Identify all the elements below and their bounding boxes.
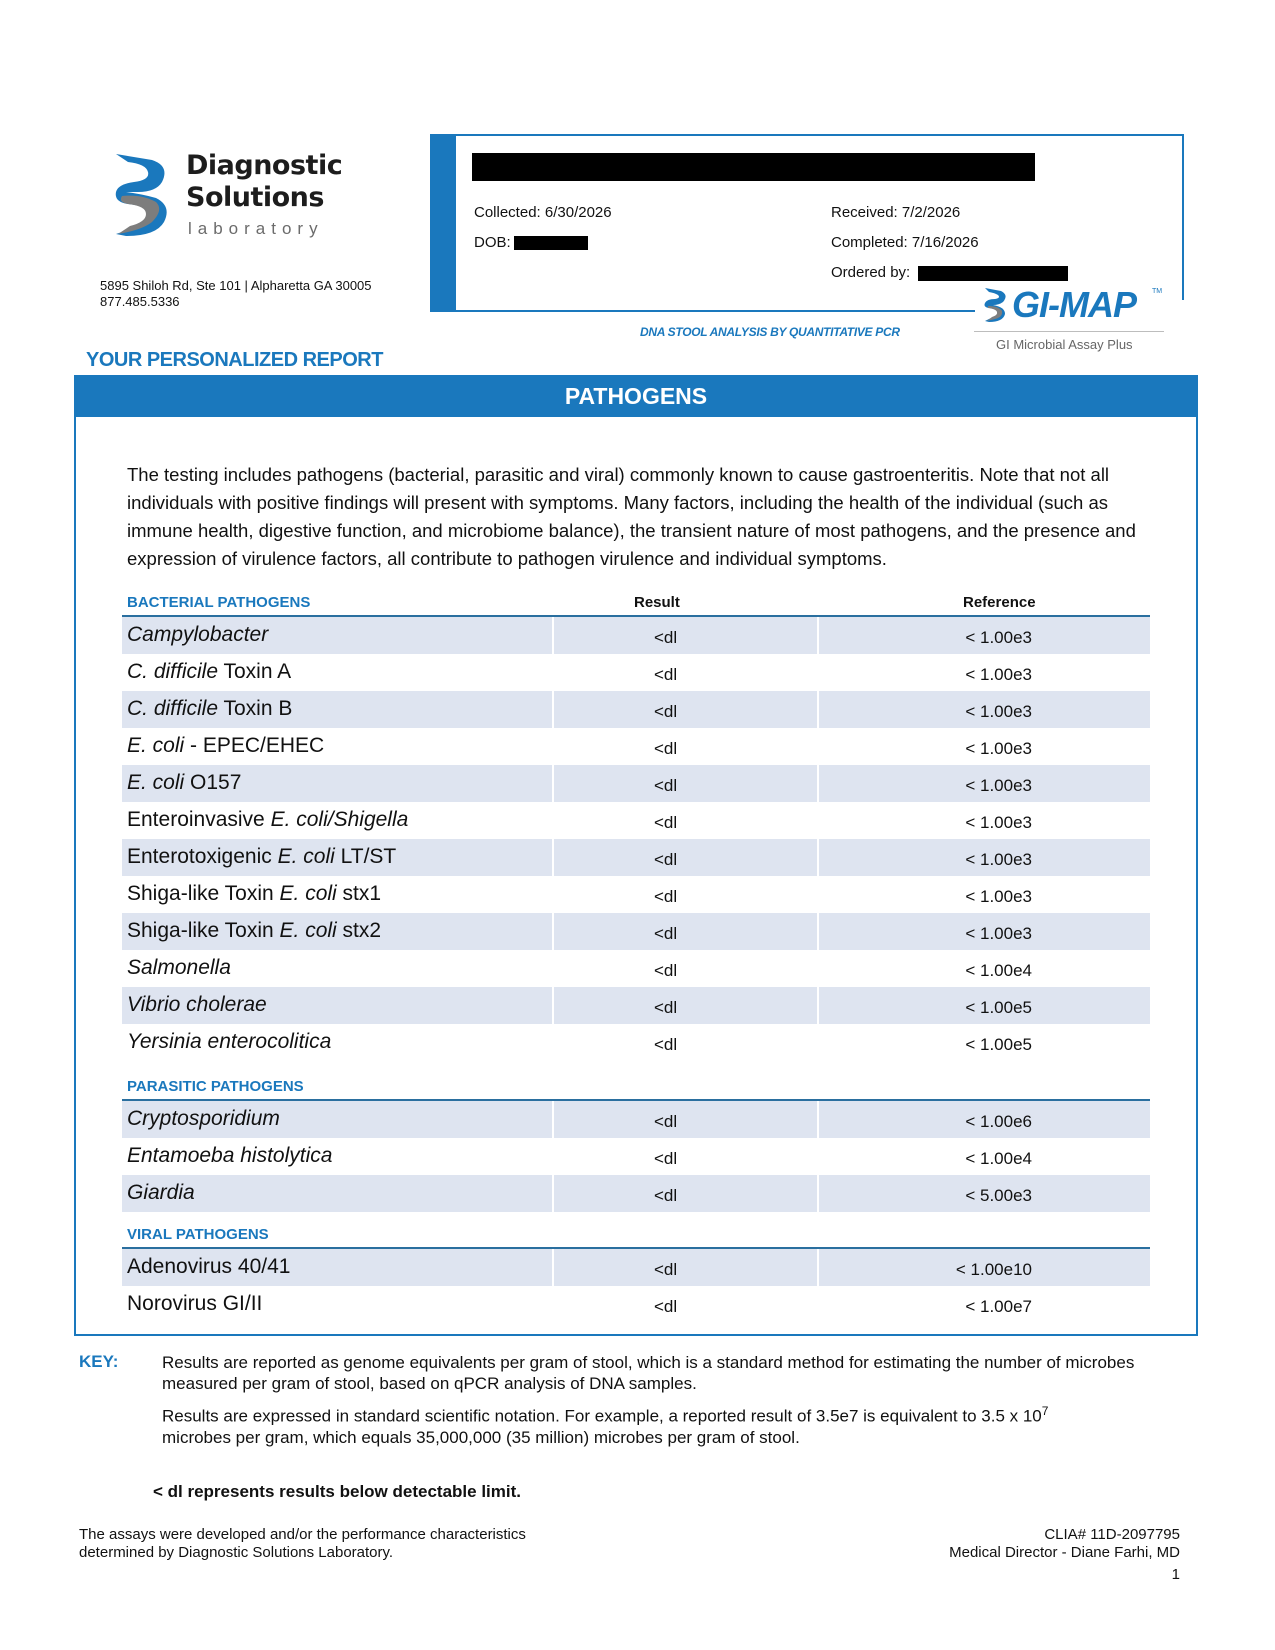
table-row <box>122 654 1150 691</box>
table-row <box>122 1175 1150 1212</box>
column-separator <box>817 839 819 876</box>
parasitic-table <box>122 1073 1150 1212</box>
column-separator <box>552 987 554 1024</box>
table-row <box>122 617 1150 654</box>
column-separator <box>817 1101 819 1138</box>
column-separator <box>817 1286 819 1323</box>
column-separator <box>552 1175 554 1212</box>
column-separator <box>552 691 554 728</box>
pathogen-name <box>127 808 408 832</box>
column-separator <box>817 691 819 728</box>
table-row <box>122 987 1150 1024</box>
pathogen-name <box>127 1181 195 1205</box>
pathogen-name-part: E. coli <box>279 919 337 942</box>
table-row <box>122 1024 1150 1061</box>
pathogen-name <box>127 1255 290 1279</box>
pathogen-name-part: Cryptosporidium <box>127 1107 280 1130</box>
column-separator <box>817 987 819 1024</box>
result-value: <dl <box>654 702 678 721</box>
column-separator <box>817 617 819 654</box>
pathogen-name <box>127 660 291 684</box>
column-separator <box>817 654 819 691</box>
pathogen-name <box>127 734 324 758</box>
footer-right-line1: CLIA# 11D-2097795 <box>1044 1526 1180 1543</box>
column-separator <box>552 1024 554 1061</box>
pathogen-name-part: Norovirus GI/II <box>127 1292 263 1315</box>
patient-box-accent-bar <box>430 134 456 312</box>
result-value: <dl <box>654 739 678 758</box>
column-separator <box>817 1024 819 1061</box>
pathogen-name-part: E. coli <box>277 845 335 868</box>
reference-column-header: Reference <box>963 594 1036 611</box>
pathogen-name <box>127 771 241 795</box>
result-value: <dl <box>654 1149 678 1168</box>
key-paragraph-2 <box>162 1401 1162 1448</box>
collected-date: Collected: 6/30/2026 <box>474 204 612 221</box>
table-row <box>122 1286 1150 1323</box>
pathogen-name <box>127 623 268 647</box>
pathogen-name-part: LT/ST <box>334 845 397 868</box>
table-row <box>122 691 1150 728</box>
reference-value: < 1.00e3 <box>965 628 1032 647</box>
pathogen-name <box>127 993 267 1017</box>
gimap-logo-icon <box>983 287 1009 323</box>
dl-note: < dl represents results below detectable limit. <box>153 1482 521 1501</box>
pathogen-name-part: Yersinia enterocolitica <box>127 1030 332 1053</box>
reference-value: < 1.00e3 <box>965 739 1032 758</box>
viral-table <box>122 1221 1150 1323</box>
received-date: Received: 7/2/2026 <box>831 204 961 221</box>
key-exponent: 7 <box>1041 1404 1049 1418</box>
column-separator <box>552 950 554 987</box>
reference-value: < 1.00e4 <box>965 961 1032 980</box>
reference-value: < 1.00e3 <box>965 702 1032 721</box>
result-value: <dl <box>654 1112 678 1131</box>
gimap-divider <box>974 331 1164 332</box>
pathogen-name <box>127 956 231 980</box>
gimap-trademark: TM <box>1152 288 1163 295</box>
ordered-by-label: Ordered by: <box>831 264 911 281</box>
bacterial-title: BACTERIAL PATHOGENS <box>127 594 311 611</box>
footer-clia <box>949 1526 1180 1562</box>
result-value: <dl <box>654 1260 678 1279</box>
column-separator <box>552 1286 554 1323</box>
page-number: 1 <box>1171 1566 1180 1583</box>
pathogen-name-part: Shiga-like Toxin <box>127 919 280 942</box>
pathogen-name-part: Enterotoxigenic <box>127 845 278 868</box>
pathogen-name-part: E. coli <box>127 734 185 757</box>
result-column-header: Result <box>634 594 680 611</box>
column-separator <box>552 913 554 950</box>
result-value: <dl <box>654 887 678 906</box>
column-separator <box>817 1249 819 1286</box>
viral-rows <box>122 1249 1150 1323</box>
column-separator <box>552 1249 554 1286</box>
reference-value: < 1.00e3 <box>965 850 1032 869</box>
pathogen-name <box>127 882 381 906</box>
result-value: <dl <box>654 665 678 684</box>
column-separator <box>817 1175 819 1212</box>
pathogen-name <box>127 845 396 869</box>
viral-header <box>122 1221 1150 1249</box>
result-value: <dl <box>654 628 678 647</box>
address-line1: 5895 Shiloh Rd, Ste 101 | Alpharetta GA 30005 <box>100 278 372 293</box>
reference-value: < 5.00e3 <box>965 1186 1032 1205</box>
table-row <box>122 913 1150 950</box>
reference-value: < 1.00e3 <box>965 887 1032 906</box>
column-separator <box>552 728 554 765</box>
table-row <box>122 1101 1150 1138</box>
report-title: YOUR PERSONALIZED REPORT <box>86 349 383 371</box>
key-paragraph-2a: Results are expressed in standard scientific notation. For example, a reported result of 3.5e7 is equivalent to 3.5 x 10 <box>162 1406 1042 1426</box>
column-separator <box>817 765 819 802</box>
reference-value: < 1.00e3 <box>965 776 1032 795</box>
result-value: <dl <box>654 998 678 1017</box>
bacterial-header <box>122 589 1150 617</box>
parasitic-title: PARASITIC PATHOGENS <box>127 1078 304 1095</box>
pathogen-name-part: Giardia <box>127 1181 195 1204</box>
pathogen-name-part: Vibrio cholerae <box>127 993 267 1016</box>
column-separator <box>552 617 554 654</box>
gimap-subtitle: GI Microbial Assay Plus <box>996 337 1133 352</box>
lab-name-line1: Diagnostic <box>186 150 343 181</box>
pathogen-name-part: Enteroinvasive <box>127 808 271 831</box>
viral-title: VIRAL PATHOGENS <box>127 1226 269 1243</box>
column-separator <box>552 1101 554 1138</box>
pathogen-name <box>127 697 292 721</box>
pathogen-name-part: E. coli <box>279 882 337 905</box>
reference-value: < 1.00e5 <box>965 998 1032 1017</box>
footer-left-line1: The assays were developed and/or the performance characteristics <box>79 1526 526 1543</box>
column-separator <box>552 654 554 691</box>
column-separator <box>817 913 819 950</box>
reference-value: < 1.00e3 <box>965 924 1032 943</box>
method-subtitle: DNA STOOL ANALYSIS BY QUANTITATIVE PCR <box>640 325 900 339</box>
lab-name <box>186 150 342 214</box>
parasitic-rows <box>122 1101 1150 1212</box>
reference-value: < 1.00e3 <box>965 813 1032 832</box>
pathogen-name-part: stx1 <box>336 882 382 905</box>
key-paragraph-2b: microbes per gram, which equals 35,000,000 (35 million) microbes per gram of stool. <box>162 1427 800 1447</box>
column-separator <box>817 1138 819 1175</box>
pathogen-name-part: Adenovirus 40/41 <box>127 1255 291 1278</box>
lab-address <box>100 278 372 310</box>
result-value: <dl <box>654 1035 678 1054</box>
column-separator <box>552 839 554 876</box>
diagnostic-solutions-logo-icon <box>112 152 174 238</box>
lab-subtitle: laboratory <box>188 219 324 238</box>
pathogen-name-part: E. coli <box>127 771 185 794</box>
table-row <box>122 876 1150 913</box>
result-value: <dl <box>654 1186 678 1205</box>
table-row <box>122 728 1150 765</box>
column-separator <box>817 950 819 987</box>
key-label: KEY: <box>79 1352 119 1371</box>
column-separator <box>552 765 554 802</box>
pathogen-name-part: Campylobacter <box>127 623 269 646</box>
completed-date: Completed: 7/16/2026 <box>831 234 979 251</box>
dob-redacted <box>514 236 588 250</box>
pathogen-name-part: Entamoeba histolytica <box>127 1144 333 1167</box>
reference-value: < 1.00e7 <box>965 1297 1032 1316</box>
reference-value: < 1.00e3 <box>965 665 1032 684</box>
table-row <box>122 1249 1150 1286</box>
dob-label: DOB: <box>474 234 511 251</box>
pathogen-name-part: C. difficile <box>127 697 219 720</box>
parasitic-header <box>122 1073 1150 1101</box>
lab-name-line2: Solutions <box>186 182 324 213</box>
footer-left-line2: determined by Diagnostic Solutions Laboratory. <box>79 1544 394 1561</box>
pathogen-name-part: - EPEC/EHEC <box>184 734 325 757</box>
footer-disclaimer <box>79 1526 526 1562</box>
intro-paragraph: The testing includes pathogens (bacterial, parasitic and viral) commonly known to cause gastroenteritis. Note that not all individuals with positive findings will present with symptoms. Many factors, including the health of the individual (such as immune health, digestive function, and microbiome balance), the transient nature of most pathogens, and the presence and expression of virulence factors, all contribute to pathogen virulence and individual symptoms. <box>127 464 1136 569</box>
column-separator <box>817 802 819 839</box>
section-title: PATHOGENS <box>74 375 1198 417</box>
pathogen-name <box>127 1144 332 1168</box>
reference-value: < 1.00e4 <box>965 1149 1032 1168</box>
pathogen-name-part: O157 <box>184 771 242 794</box>
reference-value: < 1.00e6 <box>965 1112 1032 1131</box>
result-value: <dl <box>654 924 678 943</box>
reference-value: < 1.00e10 <box>955 1260 1032 1279</box>
pathogen-name-part: stx2 <box>336 919 382 942</box>
table-row <box>122 802 1150 839</box>
result-value: <dl <box>654 850 678 869</box>
column-separator <box>817 876 819 913</box>
pathogen-name-part: C. difficile <box>127 660 219 683</box>
patient-name-redacted <box>472 153 1035 181</box>
result-value: <dl <box>654 1297 678 1316</box>
column-separator <box>552 1138 554 1175</box>
pathogen-name <box>127 1292 262 1316</box>
key-paragraph-1: Results are reported as genome equivalents per gram of stool, which is a standard method for estimating the number of microbes measured per gram of stool, based on qPCR analysis of DNA samples. <box>162 1353 1135 1393</box>
pathogen-name <box>127 1107 280 1131</box>
footer-right-line2: Medical Director - Diane Farhi, MD <box>949 1544 1180 1561</box>
pathogen-name <box>127 1030 331 1054</box>
table-row <box>122 1138 1150 1175</box>
pathogen-name-part: Toxin B <box>218 697 293 720</box>
gimap-name: GI-MAP <box>1012 284 1136 325</box>
pathogen-name-part: Shiga-like Toxin <box>127 882 280 905</box>
pathogen-name-part: Salmonella <box>127 956 231 979</box>
address-line2: 877.485.5336 <box>100 294 180 309</box>
column-separator <box>552 876 554 913</box>
result-value: <dl <box>654 776 678 795</box>
pathogen-name <box>127 919 381 943</box>
column-separator <box>817 728 819 765</box>
ordered-by-redacted <box>918 266 1068 281</box>
bacterial-rows <box>122 617 1150 1061</box>
table-row <box>122 839 1150 876</box>
result-value: <dl <box>654 813 678 832</box>
bacterial-table <box>122 589 1150 1061</box>
reference-value: < 1.00e5 <box>965 1035 1032 1054</box>
result-value: <dl <box>654 961 678 980</box>
pathogen-name-part: E. coli/Shigella <box>270 808 409 831</box>
table-row <box>122 950 1150 987</box>
column-separator <box>552 802 554 839</box>
table-row <box>122 765 1150 802</box>
pathogen-name-part: Toxin A <box>218 660 292 683</box>
